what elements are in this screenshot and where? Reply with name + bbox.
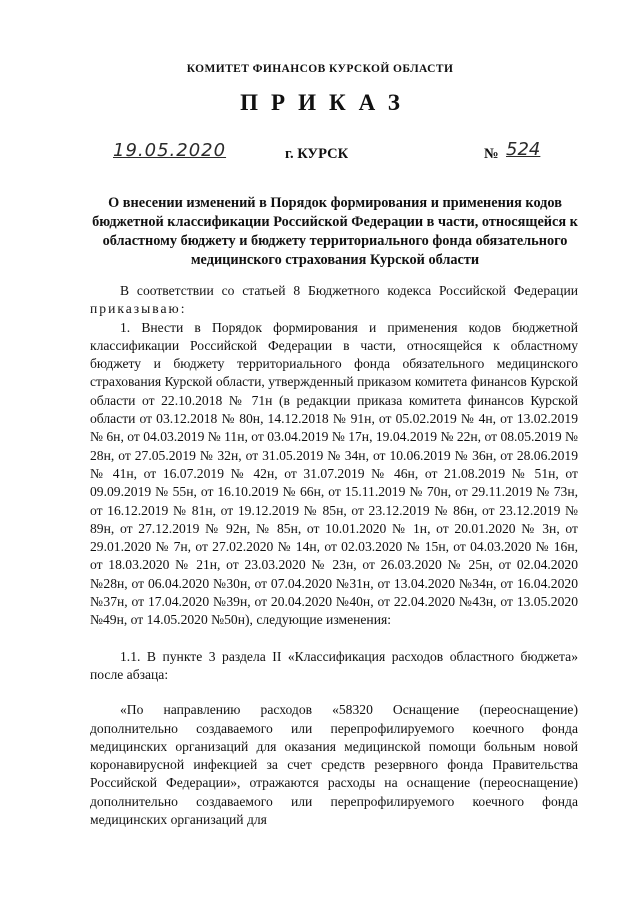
paragraph-gap — [90, 630, 578, 648]
number-label: № — [484, 146, 499, 162]
committee-name: КОМИТЕТ ФИНАНСОВ КУРСКОЙ ОБЛАСТИ — [186, 63, 454, 75]
document-title: О внесении изменений в Порядок формирования и применения кодов бюджетной классификации Российской Федерации в части, относящейся к областному бюджету и бюджету территориального фонда обязательного медицинского страхования Курской области — [92, 195, 578, 268]
handwritten-number: 524 — [506, 139, 541, 160]
order-word: приказываю: — [90, 301, 187, 317]
paragraph-gap — [90, 684, 578, 701]
paragraph-1-1: 1.1. В пункте 3 раздела II «Классификация расходов областного бюджета» после абзаца: — [90, 648, 578, 682]
document-body — [90, 282, 578, 829]
document-type-heading: ПРИКАЗ — [240, 90, 413, 115]
handwritten-date: 19.05.2020 — [113, 140, 227, 161]
intro-text: В соответствии со статьей 8 Бюджетного кодекса Российской Федерации — [120, 283, 578, 298]
city-label: г. КУРСК — [285, 146, 349, 162]
paragraph-1: 1. Внести в Порядок формирования и применения кодов бюджетной классификации Российской Федерации в части, относящейся к областному бюджету и бюджету территориального фонда обязательного медицинского страхования Курской области, утвержденный приказом комитета финансов Курской области от 22.10.2018 № 71н (в редакции приказа комитета финансов Курской области от 03.12.2018 № 80н, 14.12.2018 № 91н, от 05.02.2019 № 4н, от 13.02.2019 № 6н, от 04.03.2019 № 11н, от 03.04.2019 № 17н, 19.04.2019 № 22н, от 08.05.2019 № 28н, от 27.05.2019 № 32н, от 31.05.2019 № 34н, от 10.06.2019 № 36н, от 28.06.2019 № 41н, от 16.07.2019 № 42н, от 31.07.2019 № 46н, от 21.08.2019 № 51н, от 09.09.2019 № 55н, от 16.10.2019 № 66н, от 15.11.2019 № 70н, от 29.11.2019 № 73н, от 16.12.2019 № 81н, от 19.12.2019 № 85н, от 23.12.2019 № 86н, от 23.12.2019 № 89н, от 27.12.2019 № 92н, № 85н, от 10.01.2020 № 1н, от 20.01.2020 № 3н, от 29.01.2020 № 7н, от 27.02.2020 № 14н, от 02.03.2020 № 15н, от 04.03.2020 № 16н, от 18.03.2020 № 21н, от 23.03.2020 № 23н, от 26.03.2020 № 25н, от 02.04.2020 №28н, от 06.04.2020 №30н, от 07.04.2020 №31н, от 13.04.2020 №34н, от 16.04.2020 №37н, от 17.04.2020 №39н, от 20.04.2020 №40н, от 22.04.2020 №43н, от 13.05.2020 №49н, от 14.05.2020 №50н), следующие изменения: — [90, 319, 578, 628]
intro-paragraph — [90, 282, 578, 319]
quoted-paragraph: «По направлению расходов «58320 Оснащение (переоснащение) дополнительно создаваемого или перепрофилируемого коечного фонда медицинских организаций для оказания медицинской помощи больным новой коронавирусной инфекцией за счет средств резервного фонда Правительства Российской Федерации», отражаются расходы на оснащение (переоснащение) дополнительно создаваемого или перепрофилируемого коечного фонда медицинских организаций для — [90, 702, 578, 828]
